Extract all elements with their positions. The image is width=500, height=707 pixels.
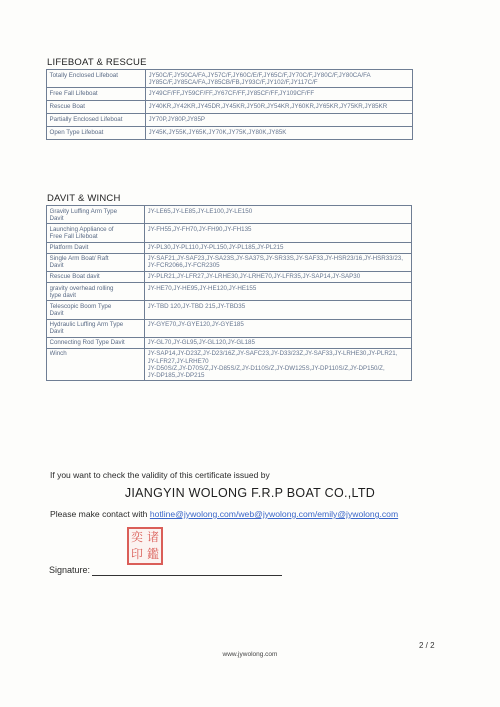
table-cell-line: JY50C/F,JY50CA/FA,JY57C/F,JY60C/E/F,JY65C/F,JY70C/F,JY80C/F,JY80CA/FA bbox=[148, 71, 371, 79]
table-row bbox=[47, 301, 412, 319]
category-cell bbox=[47, 283, 145, 301]
table-row bbox=[47, 348, 412, 381]
table-row bbox=[47, 88, 413, 101]
lifeboat-section-title: LIFEBOAT & RESCUE bbox=[47, 57, 147, 68]
category-cell: Partially Enclosed Lifeboat bbox=[47, 114, 146, 127]
table-cell-line: Davit bbox=[49, 262, 64, 270]
validity-text: If you want to check the validity of this certificate issued by bbox=[50, 470, 270, 480]
models-cell bbox=[145, 253, 412, 271]
models-cell bbox=[145, 283, 412, 301]
table-cell-line: Rescue Boat davit bbox=[49, 273, 100, 281]
table-row bbox=[47, 337, 412, 348]
models-cell bbox=[145, 348, 412, 381]
table-cell-line: JY-SAF21,JY-SAF23,JY-SA23S,JY-SA37S,JY-SR33S,JY-SAF33,JY-HSR23/16,JY-HSR33/23, bbox=[147, 255, 403, 263]
lifeboat-table bbox=[46, 69, 413, 140]
table-row bbox=[47, 224, 412, 242]
table-cell-line: Free Fall Lifeboat bbox=[49, 232, 98, 240]
stamp-char: 鑑 bbox=[146, 547, 159, 561]
table-row bbox=[47, 206, 412, 224]
stamp-char: 印 bbox=[130, 547, 143, 561]
table-cell-line: type davit bbox=[49, 291, 76, 299]
table-cell-line: Davit bbox=[49, 309, 64, 317]
table-cell-line: JY-GL70,JY-GL95,JY-GL120,JY-GL185 bbox=[147, 339, 255, 347]
contact-emails-link[interactable]: hotline@jywolong.com/web@jywolong.com/emily@jywolong.com bbox=[149, 509, 399, 519]
table-cell-line: JY45K,JY55K,JY65K,JY70K,JY75K,JY80K,JY85K bbox=[148, 128, 287, 136]
table-cell-line: JY-LFR27,JY-LRHE70 bbox=[147, 357, 209, 365]
table-cell-line: JY-PL30,JY-PL110,JY-PL150,JY-PL185,JY-PL215 bbox=[147, 244, 284, 251]
davit-table bbox=[46, 205, 412, 381]
category-cell bbox=[47, 319, 145, 337]
table-row bbox=[47, 114, 413, 127]
models-cell bbox=[146, 127, 413, 140]
table-cell-line: gravity overhead rolling bbox=[49, 284, 114, 292]
table-cell-line: JY-DP185,JY-DP215 bbox=[147, 371, 205, 379]
category-cell bbox=[47, 271, 145, 282]
table-cell-line: Winch bbox=[49, 350, 67, 358]
table-cell-line: Davit bbox=[49, 214, 64, 222]
table-cell-line: JY70P,JY80P,JY85P bbox=[148, 115, 206, 123]
company-seal-stamp bbox=[127, 527, 163, 565]
table-row bbox=[47, 283, 412, 301]
table-cell-line: JY-HE70,JY-HE95,JY-HE120,JY-HE155 bbox=[147, 284, 257, 292]
category-cell bbox=[47, 242, 145, 253]
table-cell-line: Launching Appliance of bbox=[49, 225, 114, 233]
contact-prefix: Please make contact with bbox=[50, 509, 150, 519]
models-cell bbox=[145, 301, 412, 319]
models-cell bbox=[146, 101, 413, 114]
category-cell: Free Fall Lifeboat bbox=[47, 88, 146, 101]
table-cell-line: JY-GYE70,JY-GYE120,JY-GYE185 bbox=[147, 321, 244, 328]
category-cell: Open Type Lifeboat bbox=[47, 127, 146, 140]
models-cell bbox=[145, 242, 412, 253]
table-cell-line: JY-D50S/Z,JY-D70S/Z,JY-D85S/Z,JY-D110S/Z,JY-DW125S,JY-DP110S/Z,JY-DP150/Z, bbox=[147, 364, 385, 372]
category-cell bbox=[47, 253, 145, 271]
models-cell bbox=[146, 70, 413, 88]
category-cell bbox=[47, 348, 145, 381]
table-row bbox=[47, 127, 413, 140]
table-cell-line: JY-PLR21,JY-LFR27,JY-LRHE30,JY-LRHE70,JY-LFR35,JY-SAP14,JY-SAP30 bbox=[147, 273, 361, 281]
models-cell bbox=[146, 88, 413, 101]
page-number: 2 / 2 bbox=[419, 641, 435, 650]
table-cell-line: Hydraulic Luffing Arm Type bbox=[49, 321, 124, 328]
signature-label: Signature: bbox=[49, 565, 91, 575]
table-cell-line: JY49CF/FF,JY59CF/FF,JY67CF/FF,JY85CF/FF,JY109CF/FF bbox=[148, 89, 315, 97]
models-cell bbox=[145, 206, 412, 224]
table-cell-line: Connecting Rod Type Davit bbox=[49, 339, 125, 347]
table-cell-line: Telescopic Boom Type bbox=[49, 302, 112, 310]
davit-section-title: DAVIT & WINCH bbox=[47, 193, 121, 204]
models-cell bbox=[145, 224, 412, 242]
category-cell bbox=[47, 301, 145, 319]
table-cell-line: JY-TBD 120,JY-TBD 215,JY-TBD35 bbox=[147, 302, 246, 310]
table-row bbox=[47, 319, 412, 337]
models-cell bbox=[146, 114, 413, 127]
models-cell bbox=[145, 271, 412, 282]
table-row bbox=[47, 253, 412, 271]
table-row bbox=[47, 271, 412, 282]
table-cell-line: JY85C/F,JY85CA/FA,JY85CB/FB,JY93C/F,JY102/F,JY117C/F bbox=[148, 78, 318, 86]
table-cell-line: Platform Davit bbox=[49, 244, 89, 251]
contact-line bbox=[50, 509, 398, 519]
table-cell-line: JY-SAP14,JY-D23Z,JY-D23/16Z,JY-SAFC23,JY-D33/23Z,JY-SAF33,JY-LRHE30,JY-PLR21, bbox=[147, 350, 398, 358]
table-cell-line: Single Arm Boat/ Raft bbox=[49, 255, 109, 263]
table-cell-line: JY-FH55,JY-FH70,JY-FH90,JY-FH135 bbox=[147, 225, 252, 233]
table-row bbox=[47, 242, 412, 253]
table-row bbox=[47, 70, 413, 88]
models-cell bbox=[145, 337, 412, 348]
category-cell: Totally Enclosed Lifeboat bbox=[47, 70, 146, 88]
table-cell-line: Davit bbox=[49, 328, 64, 336]
category-cell: Rescue Boat bbox=[47, 101, 146, 114]
models-cell bbox=[145, 319, 412, 337]
signature-line bbox=[92, 575, 282, 576]
table-cell-line: JY-LE65,JY-LE85,JY-LE100,JY-LE150 bbox=[147, 207, 253, 215]
category-cell bbox=[47, 224, 145, 242]
table-cell-line: JY40KR,JY42KR,JY45DR,JY45KR,JY50R,JY54KR,JY60KR,JY65KR,JY75KR,JY85KR bbox=[148, 102, 388, 110]
company-name: JIANGYIN WOLONG F.R.P BOAT CO.,LTD bbox=[124, 486, 376, 500]
stamp-char: 奕 bbox=[130, 530, 143, 544]
category-cell bbox=[47, 337, 145, 348]
table-cell-line: Gravity Luffing Arm Type bbox=[49, 207, 118, 215]
table-row bbox=[47, 101, 413, 114]
footer-website: www.jywolong.com bbox=[222, 651, 278, 658]
table-cell-line: JY-FCR2066,JY-FCR2305 bbox=[147, 262, 220, 270]
category-cell bbox=[47, 206, 145, 224]
stamp-char: 诸 bbox=[146, 530, 159, 544]
